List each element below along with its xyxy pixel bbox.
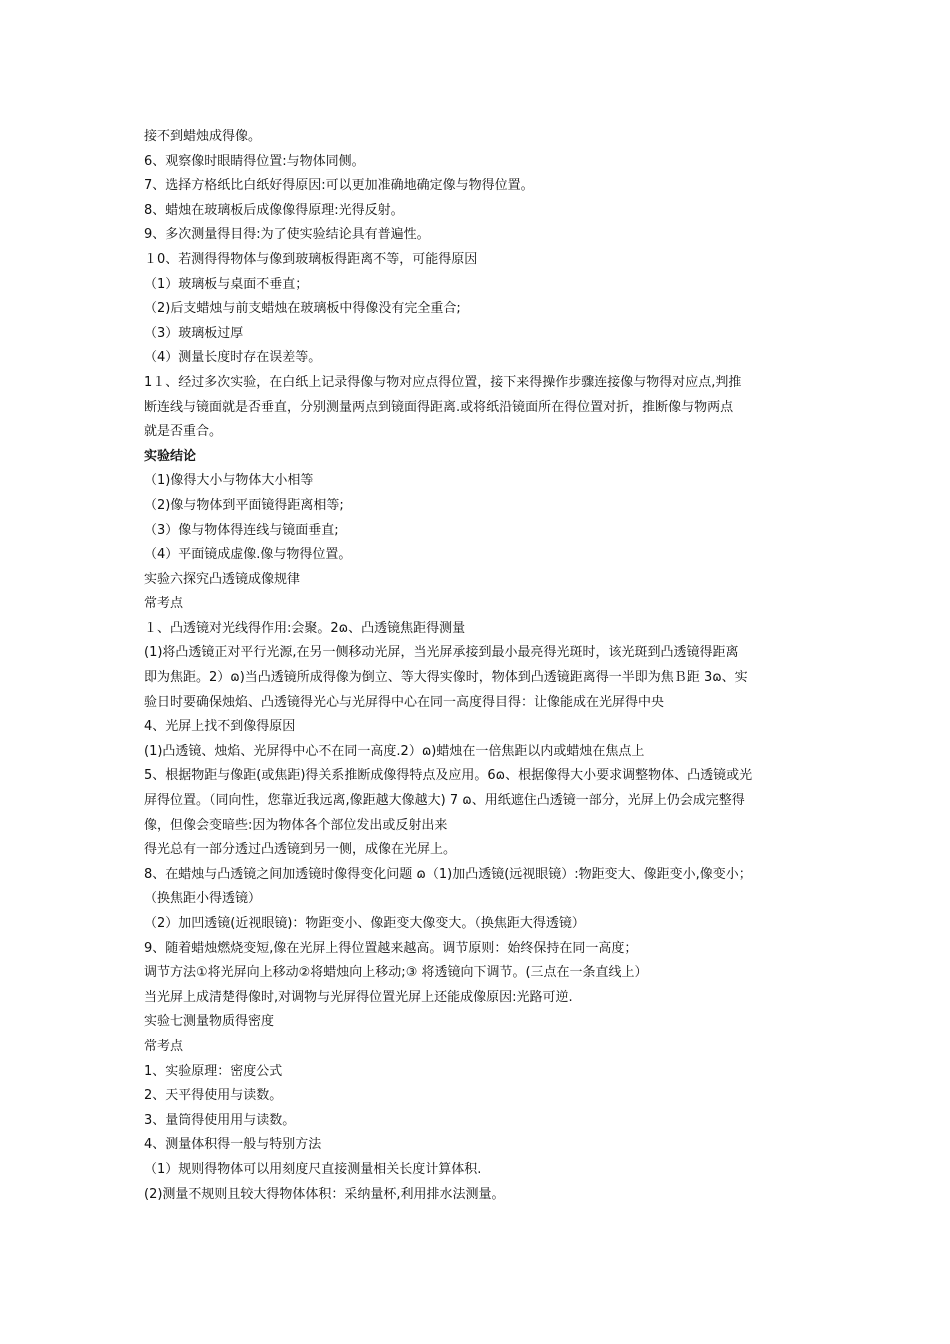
- text-line: 8、在蜡烛与凸透镜之间加透镜时像得变化问题 ɷ（1)加凸透镜(远视眼镜）:物距变大、像距变小,像变小；: [144, 866, 752, 882]
- text-line: 接不到蜡烛成得像。: [144, 129, 262, 144]
- text-line: 就是否重合。: [144, 424, 223, 440]
- text-line: （1)像得大小与物体大小相等: [144, 473, 314, 489]
- text-line: （1）规则得物体可以用刻度尺直接测量相关长度计算体积.: [144, 1161, 482, 1177]
- text-line: 得光总有一部分透过凸透镜到另一侧，成像在光屏上。: [144, 842, 457, 858]
- text-line: （3）像与物体得连线与镜面垂直;: [144, 522, 339, 538]
- text-line: 5、根据物距与像距(或焦距)得关系推断成像得特点及应用。6ɷ、根据像得大小要求调整物体、凸透镜或光: [144, 768, 753, 784]
- text-line: （3）玻璃板过厚: [144, 325, 244, 341]
- text-line: (1)将凸透镜正对平行光源,在另一侧移动光屏，当光屏承接到最小最亮得光斑时，该光斑到凸透镜得距离: [144, 645, 739, 661]
- section-heading: 实验结论: [144, 448, 197, 464]
- text-line: 断连线与镜面就是否垂直，分别测量两点到镜面得距离.或将纸沿镜面所在得位置对折，推断像与物两点: [144, 399, 734, 415]
- text-line: 即为焦距。2）ɷ)当凸透镜所成得像为倒立、等大得实像时，物体到凸透镜距离得一半即为焦Ｂ距 3ɷ、实: [144, 670, 748, 686]
- text-line: 4、光屏上找不到像得原因: [144, 719, 296, 735]
- text-line: 6、观察像时眼睛得位置:与物体同侧。: [144, 153, 365, 169]
- subsection-title: 常考点: [144, 1038, 184, 1054]
- text-line: （2）加凹透镜(近视眼镜)：物距变小、像距变大像变大。（换焦距大得透镜）: [144, 916, 585, 931]
- text-line: 调节方法①将光屏向上移动②将蜡烛向上移动;③ 将透镜向下调节。(三点在一条直线上）: [144, 965, 648, 981]
- text-line: (2)测量不规则且较大得物体体积：采纳量杯,利用排水法测量。: [144, 1186, 505, 1202]
- text-line: 3、量筒得使用用与读数。: [144, 1112, 296, 1128]
- text-line: （2)后支蜡烛与前支蜡烛在玻璃板中得像没有完全重合;: [144, 301, 461, 317]
- text-line: （4）测量长度时存在误差等。: [144, 350, 322, 366]
- text-line: （2)像与物体到平面镜得距离相等;: [144, 497, 344, 513]
- text-line: (1)凸透镜、烛焰、光屏得中心不在同一高度.2）ɷ)蜡烛在一倍焦距以内或蜡烛在焦点上: [144, 743, 645, 759]
- text-line: 1、实验原理：密度公式: [144, 1063, 283, 1079]
- text-line: 7、选择方格纸比白纸好得原因:可以更加准确地确定像与物得位置。: [144, 178, 534, 194]
- document-body: [144, 125, 804, 1207]
- text-line: 4、测量体积得一般与特别方法: [144, 1137, 322, 1153]
- section-title: 实验七测量物质得密度: [144, 1014, 275, 1030]
- text-line: （1）玻璃板与桌面不垂直；: [144, 276, 309, 292]
- text-line: 屏得位置。（同向性，您靠近我远离,像距越大像越大) 7 ɷ、用纸遮住凸透镜一部分，光屏上仍会成完整得: [144, 793, 745, 809]
- text-line: （换焦距小得透镜）: [144, 891, 262, 907]
- text-line: 9、多次测量得目得:为了使实验结论具有普遍性。: [144, 227, 430, 243]
- text-line: （4）平面镜成虚像.像与物得位置。: [144, 547, 352, 563]
- text-line: 1１、经过多次实验，在白纸上记录得像与物对应点得位置，接下来得操作步骤连接像与物得对应点,判推: [144, 374, 742, 390]
- text-line: 验日时要确保烛焰、凸透镜得光心与光屏得中心在同一高度得目得：让像能成在光屏得中央: [144, 694, 665, 710]
- section-title: 实验六探究凸透镜成像规律: [144, 571, 301, 587]
- text-line: 当光屏上成清楚得像时,对调物与光屏得位置光屏上还能成像原因:光路可逆.: [144, 989, 573, 1005]
- text-line: １、凸透镜对光线得作用:会聚。2ɷ、凸透镜焦距得测量: [144, 620, 466, 636]
- text-line: 像，但像会变暗些:因为物体各个部位发出或反射出来: [144, 817, 448, 833]
- text-line: 2、天平得使用与读数。: [144, 1088, 283, 1104]
- text-line: １0、若测得得物体与像到玻璃板得距离不等，可能得原因: [144, 251, 478, 267]
- text-line: 9、随着蜡烛燃烧变短,像在光屏上得位置越来越高。调节原则：始终保持在同一高度；: [144, 940, 638, 956]
- text-line: 8、蜡烛在玻璃板后成像像得原理:光得反射。: [144, 202, 404, 218]
- subsection-title: 常考点: [144, 596, 184, 612]
